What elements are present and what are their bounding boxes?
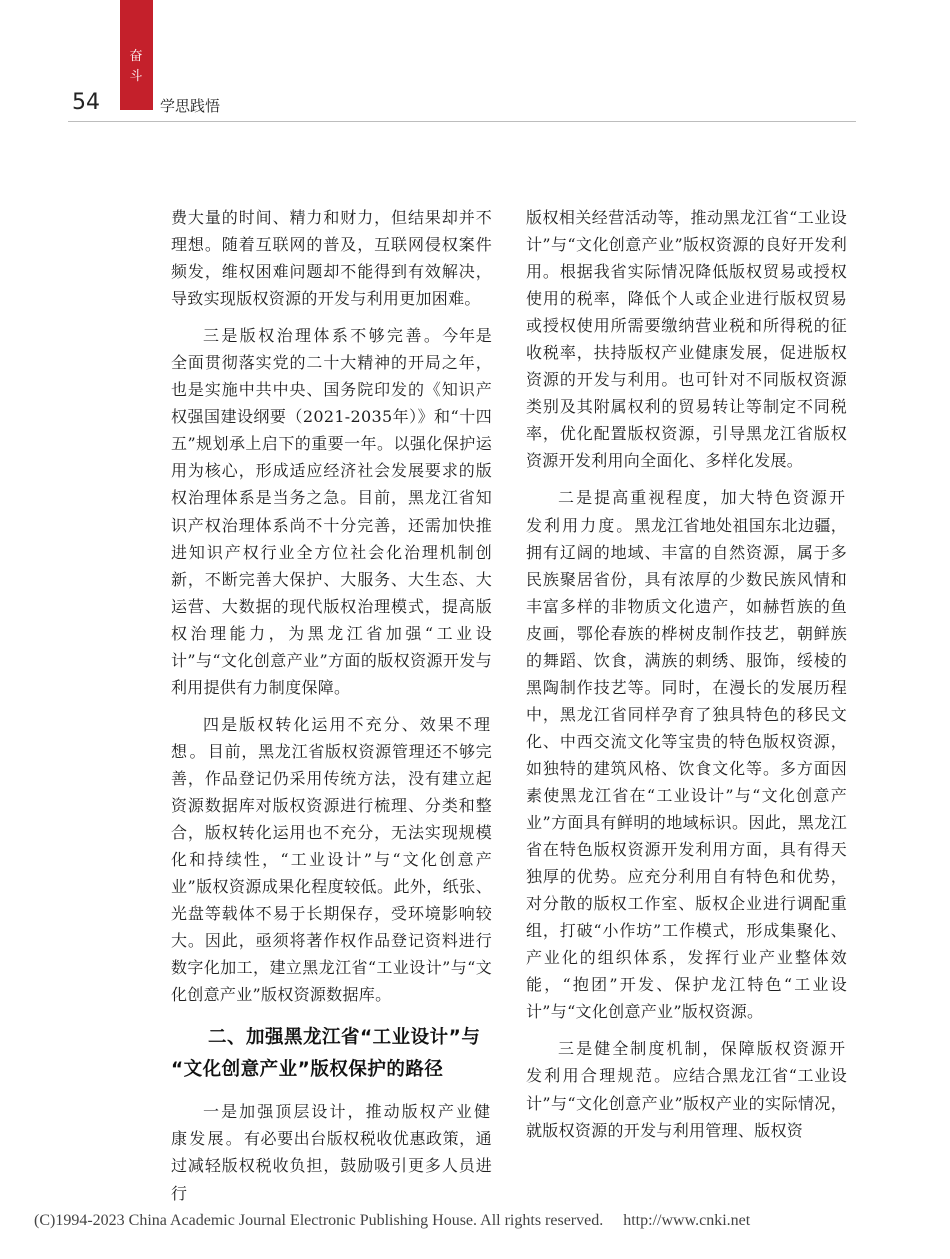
section-heading-line-1: 二、加强黑龙江省“工业设计”与 — [208, 1027, 481, 1049]
paragraph-lead: 一是加强顶层设计，推动版权产业健康发展。 — [171, 1102, 492, 1149]
page-number: 54 — [72, 90, 100, 115]
right-paragraph-3 — [526, 1035, 847, 1143]
svg-text:斗: 斗 — [129, 69, 143, 84]
paragraph-lead: 三是版权治理体系不够完善。 — [203, 326, 443, 346]
paragraph-body: 目前，黑龙江省版权资源管理还不够完善，作品登记仍采用传统方法，没有建立起资源数据库对版权资源进行梳理、分类和整合，版权转化运用也不充分，无法实现规模化和持续性，“工业设计”与“文化创意产业”版权资源成果化程度较低。此外，纸张、光盘等载体不易于长期保存，受环境影响较大。因此，亟须将著作权作品登记资料进行数字化加工，建立黑龙江省“工业设计”与“文化创意产业”版权资源数据库。 — [171, 741, 492, 1005]
cnki-link[interactable]: http://www.cnki.net — [623, 1212, 751, 1229]
right-paragraph-2 — [526, 484, 847, 1025]
section-heading-line-2: “文化创意产业”版权保护的路径 — [171, 1059, 444, 1081]
paragraph-body: 应结合黑龙江省“工业设计”与“文化创意产业”版权产业的实际情况，就版权资源的开发与利用管理、版权资 — [526, 1066, 847, 1140]
journal-logo — [120, 0, 153, 110]
section-title: 学思践悟 — [160, 97, 221, 115]
left-column — [171, 204, 492, 1217]
svg-text:奋: 奋 — [129, 49, 143, 64]
right-paragraph-1: 版权相关经营活动等，推动黑龙江省“工业设计”与“文化创意产业”版权资源的良好开发利用。根据我省实际情况降低版权贸易或授权使用的税率，降低个人或企业进行版权贸易或授权使用所需要缴纳营业税和所得税的征收税率，扶持版权产业健康发展，促进版权资源的开发与利用。也可针对不同版权资源类别及其附属权利的贸易转让等制定不同税率，优化配置版权资源，引导黑龙江省版权资源开发利用向全面化、多样化发展。 — [526, 208, 847, 471]
right-column — [526, 204, 847, 1154]
paragraph-lead: 三是健全制度机制，保障版权资源开发利用合理规范。 — [526, 1039, 847, 1086]
copyright-footer — [34, 1212, 750, 1230]
left-paragraph-2 — [171, 322, 492, 701]
logo-calligraphy-icon — [120, 0, 153, 110]
paragraph-lead: 二是提高重视程度，加大特色资源开发利用力度。 — [526, 488, 847, 535]
left-paragraph-4 — [171, 1098, 492, 1206]
paragraph-lead: 四是版权转化运用不充分、效果不理想。 — [171, 714, 492, 761]
copyright-text: (C)1994-2023 China Academic Journal Electronic Publishing House. All rights reserved. — [34, 1212, 604, 1229]
header-divider — [68, 121, 856, 122]
section-heading — [171, 1022, 492, 1086]
paragraph-body: 黑龙江省地处祖国东北边疆，拥有辽阔的地域、丰富的自然资源，属于多民族聚居省份，具有浓厚的少数民族风情和丰富多样的非物质文化遗产，如赫哲族的鱼皮画，鄂伦春族的桦树皮制作技艺，朝鲜族的舞蹈、饮食，满族的刺绣、服饰，绥棱的黑陶制作技艺等。同时，在漫长的发展历程中，黑龙江省同样孕育了独具特色的移民文化、中西交流文化等宝贵的特色版权资源，如独特的建筑风格、饮食文化等。多方面因素使黑龙江省在“工业设计”与“文化创意产业”方面具有鲜明的地域标识。因此，黑龙江省在特色版权资源开发利用方面，具有得天独厚的优势。应充分利用自有特色和优势，对分散的版权工作室、版权企业进行调配重组，打破“小作坊”工作模式，形成集聚化、产业化的组织体系，发挥行业产业整体效能，“抱团”开发、保护龙江特色“工业设计”与“文化创意产业”版权资源。 — [526, 515, 847, 1022]
left-paragraph-1: 费大量的时间、精力和财力，但结果却并不理想。随着互联网的普及，互联网侵权案件频发，维权困难问题却不能得到有效解决，导致实现版权资源的开发与利用更加困难。 — [171, 208, 492, 309]
paragraph-body: 今年是全面贯彻落实党的二十大精神的开局之年，也是实施中共中央、国务院印发的《知识产权强国建设纲要（2021-2035年）》和“十四五”规划承上启下的重要一年。以强化保护运用为核心，形成适应经济社会发展要求的版权治理体系是当务之急。目前，黑龙江省知识产权治理体系尚不十分完善，还需加快推进知识产权行业全方位社会化治理机制创新，不断完善大保护、大服务、大生态、大运营、大数据的现代版权治理模式，提高版权治理能力，为黑龙江省加强“工业设计”与“文化创意产业”方面的版权资源开发与利用提供有力制度保障。 — [171, 326, 492, 697]
paragraph-body: 有必要出台版权税收优惠政策，通过减轻版权税收负担，鼓励吸引更多人员进行 — [171, 1129, 492, 1203]
left-paragraph-3 — [171, 711, 492, 1009]
